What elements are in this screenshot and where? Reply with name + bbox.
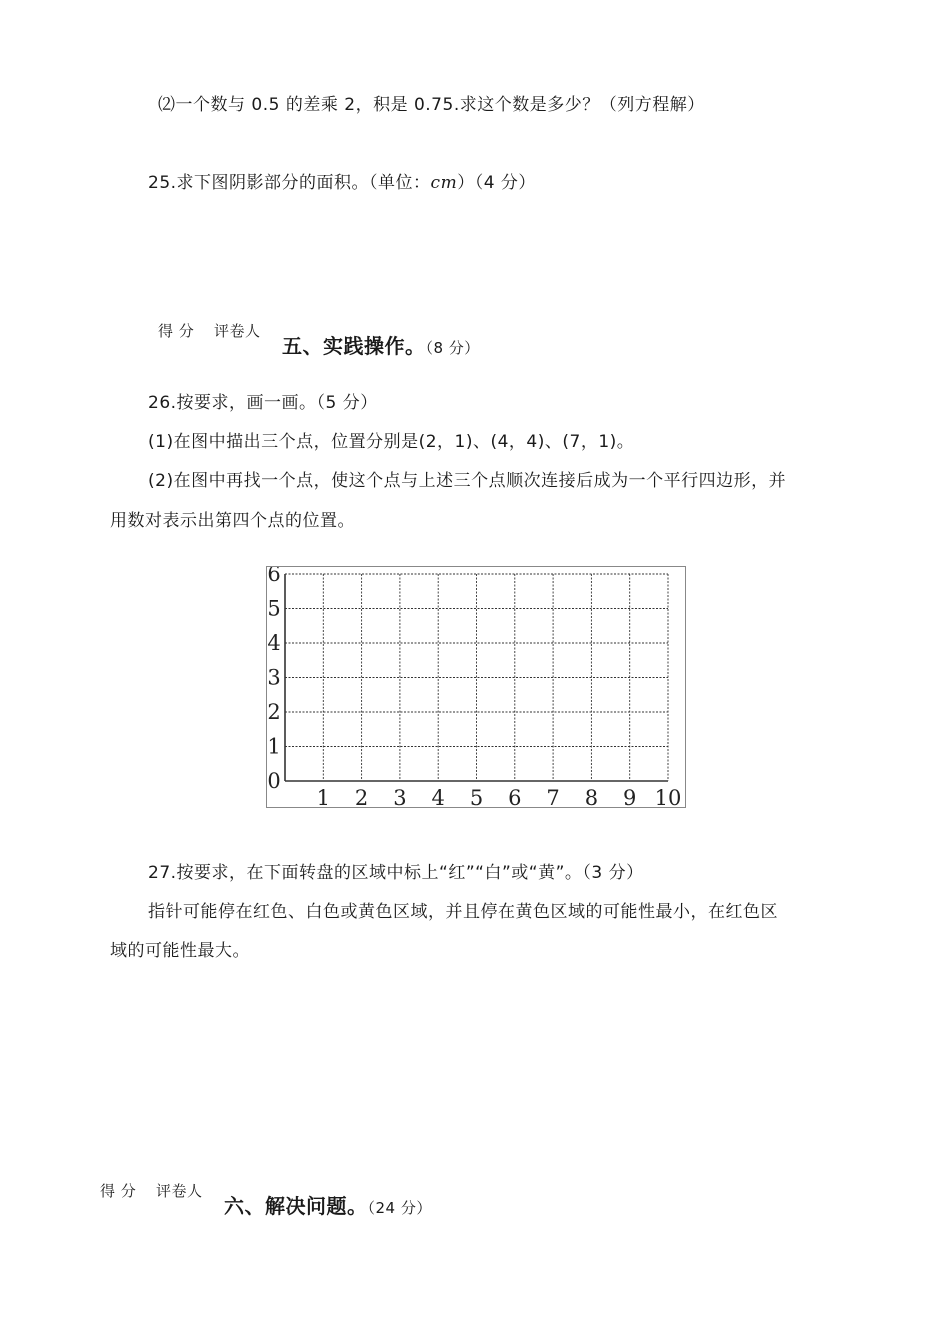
- y-tick-label: 2: [267, 700, 281, 724]
- x-tick-label: 6: [508, 786, 522, 807]
- section5-title: 五、实践操作。: [282, 334, 426, 358]
- x-tick-label: 4: [431, 786, 445, 807]
- x-tick-label: 3: [393, 786, 407, 807]
- coordinate-grid-svg: [267, 567, 685, 807]
- y-tick-label: 4: [267, 631, 281, 655]
- coordinate-grid[interactable]: [266, 566, 686, 808]
- section5-reviewer-label: 评卷人: [214, 322, 261, 340]
- x-tick-label: 1: [316, 786, 330, 807]
- section5-score-label: 得 分: [158, 322, 195, 340]
- question-27-line2: 域的可能性最大。: [110, 941, 250, 961]
- question-27-heading: 27.按要求，在下面转盘的区域中标上“红”“白”或“黄”。（3 分）: [148, 863, 644, 883]
- x-tick-label: 2: [354, 786, 369, 807]
- section5-heading: [282, 330, 480, 359]
- x-tick-label: 9: [623, 786, 637, 807]
- x-tick-label: 7: [546, 786, 560, 807]
- y-tick-label: 5: [267, 596, 281, 621]
- y-tick-label: 0: [267, 769, 281, 793]
- section5-points: （8 分）: [425, 339, 480, 357]
- section6-points: （24 分）: [367, 1199, 432, 1217]
- question-24-2: ⑵一个数与 0.5 的差乘 2，积是 0.75.求这个数是多少？（列方程解）: [158, 95, 705, 115]
- x-tick-label: 10: [654, 786, 682, 807]
- section6-title: 六、解决问题。: [224, 1194, 368, 1218]
- question-25-tail: ）（4 分）: [457, 173, 536, 193]
- y-tick-label: 1: [267, 734, 281, 759]
- question-26-part2-line2: 用数对表示出第四个点的位置。: [110, 511, 355, 531]
- y-tick-label: 3: [267, 665, 281, 690]
- question-26-part2-line1: (2)在图中再找一个点，使这个点与上述三个点顺次连接后成为一个平行四边形，并: [148, 471, 787, 491]
- x-tick-label: 5: [469, 786, 484, 807]
- question-25-unit: cm: [430, 173, 458, 193]
- section6-heading: [224, 1190, 432, 1219]
- x-tick-label: 8: [584, 786, 599, 807]
- section6-score-label: 得 分: [100, 1182, 137, 1200]
- question-25: [148, 168, 536, 193]
- question-26-part1: (1)在图中描出三个点，位置分别是(2，1)、(4，4)、(7，1)。: [148, 432, 635, 452]
- question-25-text: 25.求下图阴影部分的面积。（单位：: [148, 173, 431, 193]
- section6-reviewer-label: 评卷人: [156, 1182, 203, 1200]
- y-tick-label: 6: [267, 567, 281, 586]
- question-26-heading: 26.按要求，画一画。（5 分）: [148, 393, 378, 413]
- question-27-line1: 指针可能停在红色、白色或黄色区域，并且停在黄色区域的可能性最小，在红色区: [148, 902, 778, 922]
